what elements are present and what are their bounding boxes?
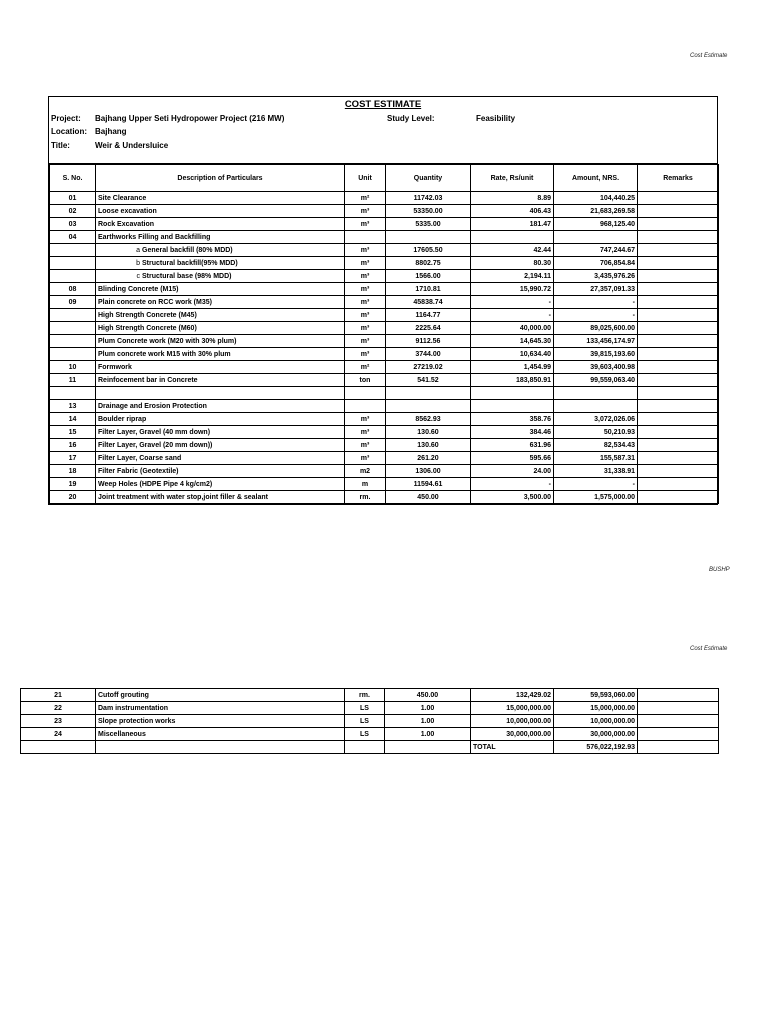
row-description: Dam instrumentation xyxy=(96,702,345,715)
row-description: Blinding Concrete (M15) xyxy=(96,283,345,296)
footer-note: BUSHP xyxy=(709,567,730,573)
row-unit: m³ xyxy=(345,244,386,257)
row-remarks xyxy=(638,715,719,728)
row-unit: m² xyxy=(345,192,386,205)
table-row xyxy=(50,309,719,322)
row-quantity: 2225.64 xyxy=(386,322,471,335)
row-unit: m³ xyxy=(345,205,386,218)
row-sno xyxy=(50,257,96,270)
row-description: High Strength Concrete (M60) xyxy=(96,322,345,335)
row-sno xyxy=(50,387,96,400)
row-remarks xyxy=(638,452,719,465)
row-remarks xyxy=(638,689,719,702)
row-sno: 23 xyxy=(21,715,96,728)
row-sno xyxy=(21,741,96,754)
row-unit: m³ xyxy=(345,296,386,309)
row-sub-label: c xyxy=(136,272,140,280)
row-sno xyxy=(50,348,96,361)
row-rate: 2,194.11 xyxy=(471,270,554,283)
row-remarks xyxy=(638,244,719,257)
row-description xyxy=(96,741,345,754)
row-remarks xyxy=(638,270,719,283)
row-rate xyxy=(471,387,554,400)
row-sno: 22 xyxy=(21,702,96,715)
cost-table-continued xyxy=(20,688,719,754)
table-row xyxy=(50,322,719,335)
row-description: Miscellaneous xyxy=(96,728,345,741)
row-sno xyxy=(50,309,96,322)
row-amount: 155,587.31 xyxy=(554,452,638,465)
row-amount: 27,357,091.33 xyxy=(554,283,638,296)
table-row xyxy=(50,244,719,257)
row-description: Plain concrete on RCC work (M35) xyxy=(96,296,345,309)
table-row xyxy=(50,400,719,413)
row-sno xyxy=(50,322,96,335)
row-remarks xyxy=(638,283,719,296)
row-rate: 631.96 xyxy=(471,439,554,452)
table-row xyxy=(50,296,719,309)
row-sno: 09 xyxy=(50,296,96,309)
table-header-row xyxy=(50,165,719,192)
row-unit: m³ xyxy=(345,270,386,283)
row-unit: m³ xyxy=(345,309,386,322)
table-row xyxy=(50,452,719,465)
row-description: Plum Concrete work (M20 with 30% plum) xyxy=(96,335,345,348)
row-sno xyxy=(50,270,96,283)
table-row xyxy=(21,715,719,728)
row-rate: 15,990.72 xyxy=(471,283,554,296)
row-amount: 1,575,000.00 xyxy=(554,491,638,504)
row-description-text: General backfill (80% MDD) xyxy=(142,246,233,254)
row-rate: 40,000.00 xyxy=(471,322,554,335)
row-sno: 08 xyxy=(50,283,96,296)
row-amount: 21,683,269.58 xyxy=(554,205,638,218)
row-amount: 30,000,000.00 xyxy=(554,728,638,741)
row-quantity: 1566.00 xyxy=(386,270,471,283)
row-unit: m³ xyxy=(345,426,386,439)
row-rate xyxy=(471,231,554,244)
row-amount: 706,854.84 xyxy=(554,257,638,270)
row-amount: - xyxy=(554,478,638,491)
col-sno: S. No. xyxy=(50,165,96,192)
row-sno: 15 xyxy=(50,426,96,439)
row-remarks xyxy=(638,702,719,715)
row-unit: m³ xyxy=(345,218,386,231)
row-sno: 10 xyxy=(50,361,96,374)
row-description: Filter Layer, Coarse sand xyxy=(96,452,345,465)
row-sno: 18 xyxy=(50,465,96,478)
row-rate: 10,634.40 xyxy=(471,348,554,361)
row-rate: TOTAL xyxy=(471,741,554,754)
table-row xyxy=(21,741,719,754)
row-description: Cutoff grouting xyxy=(96,689,345,702)
col-description: Description of Particulars xyxy=(96,165,345,192)
title-value: Weir & Undersluice xyxy=(95,141,169,150)
row-description xyxy=(96,270,345,283)
col-remarks: Remarks xyxy=(638,165,719,192)
row-amount: 99,559,063.40 xyxy=(554,374,638,387)
row-rate: 1,454.99 xyxy=(471,361,554,374)
row-sno: 20 xyxy=(50,491,96,504)
row-description: Boulder riprap xyxy=(96,413,345,426)
row-remarks xyxy=(638,387,719,400)
table-row xyxy=(50,283,719,296)
row-description: Plum concrete work M15 with 30% plum xyxy=(96,348,345,361)
row-quantity: 45838.74 xyxy=(386,296,471,309)
row-description: Filter Layer, Gravel (40 mm down) xyxy=(96,426,345,439)
row-sub-label: b xyxy=(136,259,140,267)
row-sub-label: a xyxy=(136,246,140,254)
row-amount: 133,456,174.97 xyxy=(554,335,638,348)
row-unit: m2 xyxy=(345,465,386,478)
row-sno: 11 xyxy=(50,374,96,387)
row-remarks xyxy=(638,257,719,270)
row-unit: m³ xyxy=(345,413,386,426)
row-rate: 406.43 xyxy=(471,205,554,218)
row-sno: 13 xyxy=(50,400,96,413)
row-rate xyxy=(471,400,554,413)
row-rate: - xyxy=(471,478,554,491)
row-unit: LS xyxy=(345,702,385,715)
row-remarks xyxy=(638,309,719,322)
row-rate: 80.30 xyxy=(471,257,554,270)
page2-header-note: Cost Estimate xyxy=(690,646,728,652)
row-rate: 595.66 xyxy=(471,452,554,465)
table-row xyxy=(50,361,719,374)
row-amount: 15,000,000.00 xyxy=(554,702,638,715)
row-rate: 3,500.00 xyxy=(471,491,554,504)
table-row xyxy=(50,478,719,491)
row-remarks xyxy=(638,218,719,231)
table-row xyxy=(21,689,719,702)
row-quantity: 8802.75 xyxy=(386,257,471,270)
location-label: Location: xyxy=(51,127,87,136)
row-description: Filter Fabric (Geotextile) xyxy=(96,465,345,478)
table-row xyxy=(50,270,719,283)
row-description: Reinfocement bar in Concrete xyxy=(96,374,345,387)
row-amount: - xyxy=(554,309,638,322)
row-amount: 968,125.40 xyxy=(554,218,638,231)
row-unit: ton xyxy=(345,374,386,387)
table-row xyxy=(50,387,719,400)
sheet-title: COST ESTIMATE xyxy=(344,99,422,110)
row-sno: 16 xyxy=(50,439,96,452)
table-row xyxy=(50,218,719,231)
row-amount xyxy=(554,400,638,413)
row-unit: m³ xyxy=(345,452,386,465)
row-sno: 01 xyxy=(50,192,96,205)
row-amount: 576,022,192.93 xyxy=(554,741,638,754)
sheet-header xyxy=(49,97,717,164)
row-description: Earthworks Filling and Backfilling xyxy=(96,231,345,244)
row-remarks xyxy=(638,192,719,205)
row-quantity: 11742.03 xyxy=(386,192,471,205)
row-remarks xyxy=(638,335,719,348)
row-remarks xyxy=(638,400,719,413)
row-quantity: 261.20 xyxy=(386,452,471,465)
row-quantity: 8562.93 xyxy=(386,413,471,426)
row-amount: 104,440.25 xyxy=(554,192,638,205)
row-remarks xyxy=(638,728,719,741)
row-remarks xyxy=(638,361,719,374)
row-amount xyxy=(554,231,638,244)
row-description xyxy=(96,244,345,257)
row-remarks xyxy=(638,439,719,452)
row-remarks xyxy=(638,741,719,754)
row-amount: 3,072,026.06 xyxy=(554,413,638,426)
row-unit xyxy=(345,387,386,400)
row-description: Drainage and Erosion Protection xyxy=(96,400,345,413)
row-quantity: 450.00 xyxy=(386,491,471,504)
table-row xyxy=(50,348,719,361)
row-description: Filter Layer, Gravel (20 mm down)) xyxy=(96,439,345,452)
row-rate: 14,645.30 xyxy=(471,335,554,348)
row-amount: 39,603,400.98 xyxy=(554,361,638,374)
row-amount: 59,593,060.00 xyxy=(554,689,638,702)
study-level-label: Study Level: xyxy=(387,114,435,123)
table-row xyxy=(50,205,719,218)
row-unit: rm. xyxy=(345,491,386,504)
row-rate: 8.89 xyxy=(471,192,554,205)
row-quantity: 130.60 xyxy=(386,426,471,439)
row-quantity: 1710.81 xyxy=(386,283,471,296)
row-description: Loose excavation xyxy=(96,205,345,218)
row-unit: m² xyxy=(345,361,386,374)
row-rate: 10,000,000.00 xyxy=(471,715,554,728)
row-description: Slope protection works xyxy=(96,715,345,728)
row-quantity: 5335.00 xyxy=(386,218,471,231)
row-rate: 358.76 xyxy=(471,413,554,426)
row-description: Joint treatment with water stop,joint filler & sealant xyxy=(96,491,345,504)
table-row xyxy=(50,335,719,348)
row-quantity xyxy=(386,400,471,413)
row-quantity: 1306.00 xyxy=(386,465,471,478)
row-amount: 10,000,000.00 xyxy=(554,715,638,728)
row-rate: 384.46 xyxy=(471,426,554,439)
row-rate: 183,850.91 xyxy=(471,374,554,387)
row-description: Formwork xyxy=(96,361,345,374)
row-amount: - xyxy=(554,296,638,309)
row-description: Rock Excavation xyxy=(96,218,345,231)
col-rate: Rate, Rs/unit xyxy=(471,165,554,192)
cost-estimate-sheet xyxy=(48,96,718,505)
row-remarks xyxy=(638,465,719,478)
table-row xyxy=(50,192,719,205)
row-remarks xyxy=(638,231,719,244)
row-sno: 03 xyxy=(50,218,96,231)
row-sno: 21 xyxy=(21,689,96,702)
table-row xyxy=(21,728,719,741)
row-description-text: Structural base (98% MDD) xyxy=(142,272,232,280)
row-description: High Strength Concrete (M45) xyxy=(96,309,345,322)
row-remarks xyxy=(638,426,719,439)
row-quantity: 1164.77 xyxy=(386,309,471,322)
row-unit xyxy=(345,231,386,244)
row-rate: 181.47 xyxy=(471,218,554,231)
table-row xyxy=(50,426,719,439)
row-rate: 24.00 xyxy=(471,465,554,478)
row-amount: 89,025,600.00 xyxy=(554,322,638,335)
row-remarks xyxy=(638,322,719,335)
row-unit: LS xyxy=(345,728,385,741)
row-remarks xyxy=(638,374,719,387)
row-unit: m³ xyxy=(345,257,386,270)
project-value: Bajhang Upper Seti Hydropower Project (216 MW) xyxy=(95,114,285,123)
row-unit: rm. xyxy=(345,689,385,702)
row-sno: 24 xyxy=(21,728,96,741)
table-row xyxy=(50,491,719,504)
row-quantity: 1.00 xyxy=(385,702,471,715)
row-rate: - xyxy=(471,309,554,322)
row-unit: m xyxy=(345,478,386,491)
col-amount: Amount, NRS. xyxy=(554,165,638,192)
study-level-value: Feasibility xyxy=(476,114,516,123)
row-rate: 132,429.02 xyxy=(471,689,554,702)
row-amount: 39,815,193.60 xyxy=(554,348,638,361)
title-label: Title: xyxy=(51,141,70,150)
row-sno: 04 xyxy=(50,231,96,244)
row-unit: m³ xyxy=(345,439,386,452)
row-sno: 19 xyxy=(50,478,96,491)
row-sno xyxy=(50,335,96,348)
row-amount: 747,244.67 xyxy=(554,244,638,257)
row-remarks xyxy=(638,296,719,309)
table-row xyxy=(50,231,719,244)
row-amount: 31,338.91 xyxy=(554,465,638,478)
row-quantity: 541.52 xyxy=(386,374,471,387)
row-quantity: 1.00 xyxy=(385,728,471,741)
row-quantity: 3744.00 xyxy=(386,348,471,361)
row-rate: 30,000,000.00 xyxy=(471,728,554,741)
table-row xyxy=(50,465,719,478)
row-unit xyxy=(345,400,386,413)
row-remarks xyxy=(638,491,719,504)
row-quantity: 9112.56 xyxy=(386,335,471,348)
row-amount xyxy=(554,387,638,400)
row-sno xyxy=(50,244,96,257)
col-quantity: Quantity xyxy=(386,165,471,192)
row-description-text: Structural backfill(95% MDD) xyxy=(142,259,238,267)
row-amount: 3,435,976.26 xyxy=(554,270,638,283)
table-row xyxy=(50,413,719,426)
row-quantity: 450.00 xyxy=(385,689,471,702)
row-remarks xyxy=(638,413,719,426)
row-amount: 50,210.93 xyxy=(554,426,638,439)
cost-table xyxy=(49,164,719,504)
row-unit: LS xyxy=(345,715,385,728)
row-quantity: 1.00 xyxy=(385,715,471,728)
row-unit: m³ xyxy=(345,283,386,296)
row-rate: - xyxy=(471,296,554,309)
row-rate: 15,000,000.00 xyxy=(471,702,554,715)
row-sno: 02 xyxy=(50,205,96,218)
row-sno: 17 xyxy=(50,452,96,465)
row-quantity xyxy=(385,741,471,754)
row-description: Weep Holes (HDPE Pipe 4 kg/cm2) xyxy=(96,478,345,491)
row-sno: 14 xyxy=(50,413,96,426)
col-unit: Unit xyxy=(345,165,386,192)
row-quantity: 130.60 xyxy=(386,439,471,452)
row-quantity: 17605.50 xyxy=(386,244,471,257)
row-quantity xyxy=(386,387,471,400)
row-remarks xyxy=(638,348,719,361)
table-row xyxy=(50,374,719,387)
row-quantity xyxy=(386,231,471,244)
row-unit: m³ xyxy=(345,348,386,361)
row-description xyxy=(96,257,345,270)
row-remarks xyxy=(638,478,719,491)
row-unit: m³ xyxy=(345,322,386,335)
row-quantity: 27219.02 xyxy=(386,361,471,374)
row-rate: 42.44 xyxy=(471,244,554,257)
table-row xyxy=(50,257,719,270)
row-description: Site Clearance xyxy=(96,192,345,205)
row-description xyxy=(96,387,345,400)
row-unit: m³ xyxy=(345,335,386,348)
row-remarks xyxy=(638,205,719,218)
location-value: Bajhang xyxy=(95,127,127,136)
table-row xyxy=(50,439,719,452)
header-note: Cost Estimate xyxy=(690,53,728,59)
project-label: Project: xyxy=(51,114,81,123)
row-amount: 82,534.43 xyxy=(554,439,638,452)
row-quantity: 53350.00 xyxy=(386,205,471,218)
row-quantity: 11594.61 xyxy=(386,478,471,491)
table-row xyxy=(21,702,719,715)
row-unit xyxy=(345,741,385,754)
